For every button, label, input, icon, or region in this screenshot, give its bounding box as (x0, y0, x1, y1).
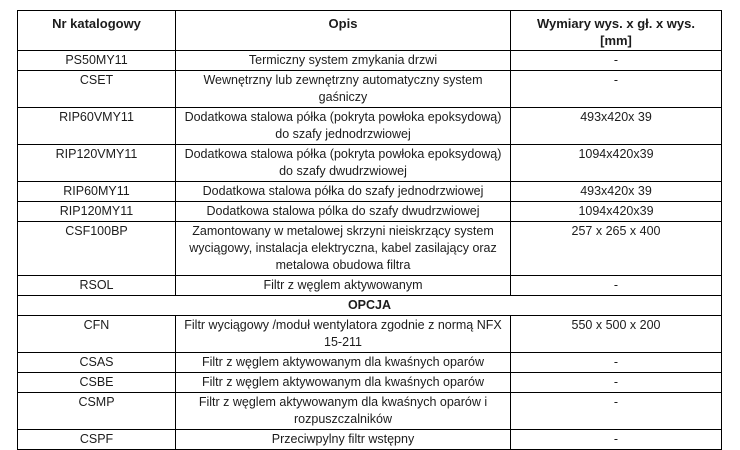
column-header-dimensions-line1: Wymiary wys. x gł. x wys. (536, 16, 695, 31)
table-row (18, 145, 722, 182)
catalog-number-cell: RIP60VMY11 (18, 108, 176, 145)
description-cell: Filtr z węglem aktywowanym dla kwaśnych oparów (176, 353, 511, 373)
catalog-number-cell: CSET (18, 71, 176, 108)
column-header-description: Opis (176, 11, 511, 51)
column-header-dimensions-line2: [mm] (600, 33, 632, 48)
dimensions-cell: - (511, 430, 722, 450)
dimensions-cell: - (511, 373, 722, 393)
catalog-number-cell: CSF100BP (18, 222, 176, 276)
description-cell: Filtr z węglem aktywowanym dla kwaśnych oparów (176, 373, 511, 393)
dimensions-cell: - (511, 276, 722, 296)
catalog-number-cell: CSAS (18, 353, 176, 373)
dimensions-cell: 1094x420x39 (511, 145, 722, 182)
dimensions-cell: 550 x 500 x 200 (511, 316, 722, 353)
description-cell: Przeciwpylny filtr wstępny (176, 430, 511, 450)
table-row (18, 182, 722, 202)
dimensions-cell: - (511, 71, 722, 108)
catalog-number-cell: RIP60MY11 (18, 182, 176, 202)
dimensions-cell: 493x420x 39 (511, 108, 722, 145)
section-row (18, 296, 722, 316)
description-cell: Dodatkowa stalowa półka (pokryta powłoka epoksydową) do szafy dwudrzwiowej (176, 145, 511, 182)
description-cell: Termiczny system zmykania drzwi (176, 51, 511, 71)
catalog-number-cell: RIP120MY11 (18, 202, 176, 222)
column-header-catalog-number: Nr katalogowy (18, 11, 176, 51)
catalog-number-cell: CSBE (18, 373, 176, 393)
dimensions-cell: 1094x420x39 (511, 202, 722, 222)
description-cell: Filtr wyciągowy /moduł wentylatora zgodnie z normą NFX 15-211 (176, 316, 511, 353)
table-row (18, 108, 722, 145)
description-cell: Dodatkowa stalowa półka (pokryta powłoka epoksydową) do szafy jednodrzwiowej (176, 108, 511, 145)
table-row (18, 316, 722, 353)
section-label: OPCJA (18, 296, 722, 316)
table-row (18, 393, 722, 430)
column-header-dimensions (511, 11, 722, 51)
table-row (18, 202, 722, 222)
catalog-number-cell: CFN (18, 316, 176, 353)
catalog-number-cell: RIP120VMY11 (18, 145, 176, 182)
table-row (18, 276, 722, 296)
header-row (18, 11, 722, 51)
description-cell: Dodatkowa stalowa półka do szafy jednodrzwiowej (176, 182, 511, 202)
description-cell: Zamontowany w metalowej skrzyni nieiskrzący system wyciągowy, instalacja elektryczna, kabel zasilający oraz metalowa obudowa filtra (176, 222, 511, 276)
table-row (18, 71, 722, 108)
dimensions-cell: 493x420x 39 (511, 182, 722, 202)
dimensions-cell: - (511, 51, 722, 71)
catalog-number-cell: RSOL (18, 276, 176, 296)
table-row (18, 373, 722, 393)
description-cell: Wewnętrzny lub zewnętrzny automatyczny system gaśniczy (176, 71, 511, 108)
description-cell: Dodatkowa stalowa pólka do szafy dwudrzwiowej (176, 202, 511, 222)
description-cell: Filtr z węglem aktywowanym (176, 276, 511, 296)
dimensions-cell: 257 x 265 x 400 (511, 222, 722, 276)
table-row (18, 430, 722, 450)
dimensions-cell: - (511, 353, 722, 373)
catalog-number-cell: CSMP (18, 393, 176, 430)
catalog-table (17, 10, 722, 450)
table-row (18, 353, 722, 373)
table-row (18, 51, 722, 71)
catalog-number-cell: PS50MY11 (18, 51, 176, 71)
table-row (18, 222, 722, 276)
catalog-number-cell: CSPF (18, 430, 176, 450)
dimensions-cell: - (511, 393, 722, 430)
description-cell: Filtr z węglem aktywowanym dla kwaśnych oparów i rozpuszczalników (176, 393, 511, 430)
